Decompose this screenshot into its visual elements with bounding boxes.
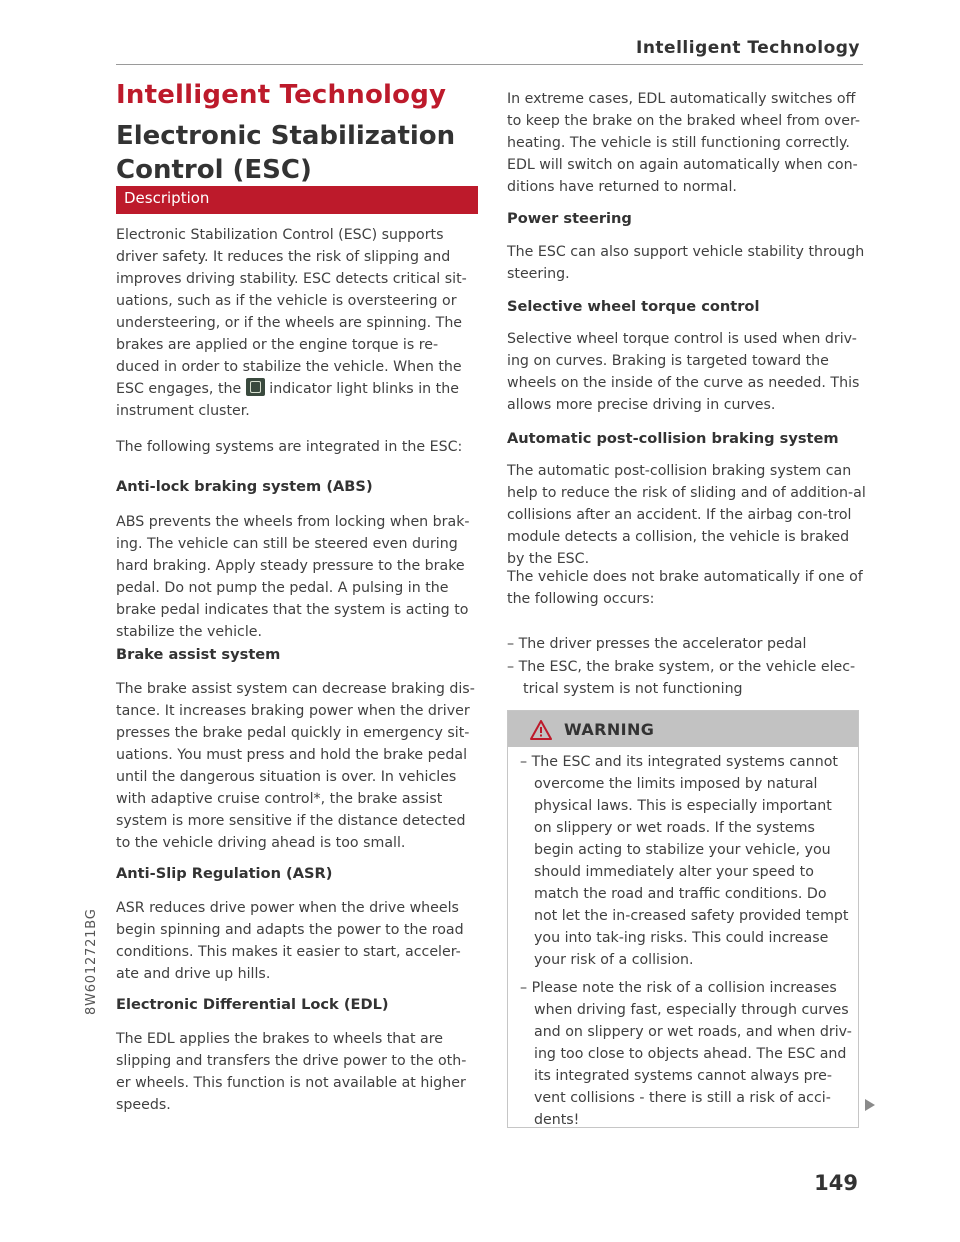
no-brake-list bbox=[507, 633, 869, 701]
intro-text-end: indicator light blinks in the instrument cluster. bbox=[116, 381, 459, 419]
brake-assist-text: The brake assist system can decrease braking dis-tance. It increases braking power when the driver presses the brake pedal quickly in emergency sit-uations. You must press and hold the brake pedal until the dangerous situation is over. In vehicles with adaptive cruise control*, the brake assist system is more sensitive if the distance detected to the vehicle driving ahead is too small. bbox=[116, 681, 475, 851]
edl-continued-text: In extreme cases, EDL automatically switches off to keep the brake on the braked wheel from over-heating. The vehicle is still functioning correctly. EDL will switch on again automatically when con-ditions have returned to normal. bbox=[507, 91, 861, 195]
warning-header bbox=[508, 711, 858, 747]
intro-text-start: Electronic Stabilization Control (ESC) supports driver safety. It reduces the risk of slipping and improves driving stability. ESC detects critical sit-uations, such as if the vehicle is oversteering or understeering, or if the wheels are spinning. The brakes are applied or the engine torque is re-duced in order to stabilize the vehicle. When the ESC engages, the bbox=[116, 227, 467, 397]
list-item: – The driver presses the accelerator pedal bbox=[507, 636, 807, 652]
document-code: 8W6012721BG bbox=[84, 908, 99, 1015]
warning-list bbox=[520, 751, 854, 1137]
esc-indicator-icon bbox=[246, 378, 265, 396]
header-rule bbox=[116, 64, 863, 65]
brake-assist-heading: Brake assist system bbox=[116, 646, 281, 663]
integrated-systems-intro: The following systems are integrated in the ESC: bbox=[116, 439, 463, 455]
power-steering-heading: Power steering bbox=[507, 210, 632, 227]
abs-heading: Anti-lock braking system (ABS) bbox=[116, 478, 373, 495]
torque-control-heading: Selective wheel torque control bbox=[507, 298, 760, 315]
warning-label: WARNING bbox=[564, 720, 655, 739]
list-item: – The ESC, the brake system, or the vehicle elec-trical system is not functioning bbox=[507, 659, 856, 697]
warning-triangle-icon bbox=[530, 720, 552, 740]
warning-item: – Please note the risk of a collision increases when driving fast, especially through curves and on slippery or wet roads, and when driv-ing too close to objects ahead. The ESC and its integrated systems cannot always pre-vent collisions - there is still a risk of acci-dents! bbox=[520, 980, 852, 1128]
abs-text: ABS prevents the wheels from locking when brak-ing. The vehicle can still be steered even during hard braking. Apply steady pressure to the brake pedal. Do not pump the pedal. A pulsing in the brake pedal indicates that the system is acting to stabilize the vehicle. bbox=[116, 514, 470, 640]
page-number: 149 bbox=[814, 1171, 858, 1195]
post-collision-heading: Automatic post-collision braking system bbox=[507, 430, 839, 447]
asr-heading: Anti-Slip Regulation (ASR) bbox=[116, 865, 333, 882]
section-title: Intelligent Technology bbox=[116, 80, 447, 110]
warning-item: – The ESC and its integrated systems cannot overcome the limits imposed by natural physical laws. This is especially important on slippery or wet roads. If the systems begin acting to stabilize your vehicle, you should immediately alter your speed to match the road and traffic conditions. Do not let the in-creased safety provided tempt you into tak-ing risks. This could increase your risk of a collision. bbox=[520, 754, 849, 968]
description-banner: Description bbox=[116, 186, 478, 214]
torque-control-text: Selective wheel torque control is used when driv-ing on curves. Braking is targeted toward the wheels on the inside of the curve as needed. This allows more precise driving in curves. bbox=[507, 331, 860, 413]
power-steering-text: The ESC can also support vehicle stability through steering. bbox=[507, 244, 865, 282]
intro-paragraph bbox=[116, 224, 478, 422]
running-header-title: Intelligent Technology bbox=[636, 38, 860, 58]
warning-box bbox=[507, 710, 859, 1128]
edl-text: The EDL applies the brakes to wheels that are slipping and transfers the drive power to the oth-er wheels. This function is not available at higher speeds. bbox=[116, 1031, 467, 1113]
edl-heading: Electronic Differential Lock (EDL) bbox=[116, 996, 389, 1013]
post-collision-text: The automatic post-collision braking system can help to reduce the risk of sliding and of addition-al collisions after an accident. If the airbag con-trol module detects a collision, the vehicle is braked by the ESC. bbox=[507, 463, 866, 567]
asr-text: ASR reduces drive power when the drive wheels begin spinning and adapts the power to the road conditions. This makes it easier to start, acceler-ate and drive up hills. bbox=[116, 900, 464, 982]
no-brake-intro: The vehicle does not brake automatically if one of the following occurs: bbox=[507, 569, 863, 607]
chapter-title: Electronic Stabilization Control (ESC) bbox=[116, 121, 456, 185]
continue-arrow-icon bbox=[865, 1099, 875, 1111]
